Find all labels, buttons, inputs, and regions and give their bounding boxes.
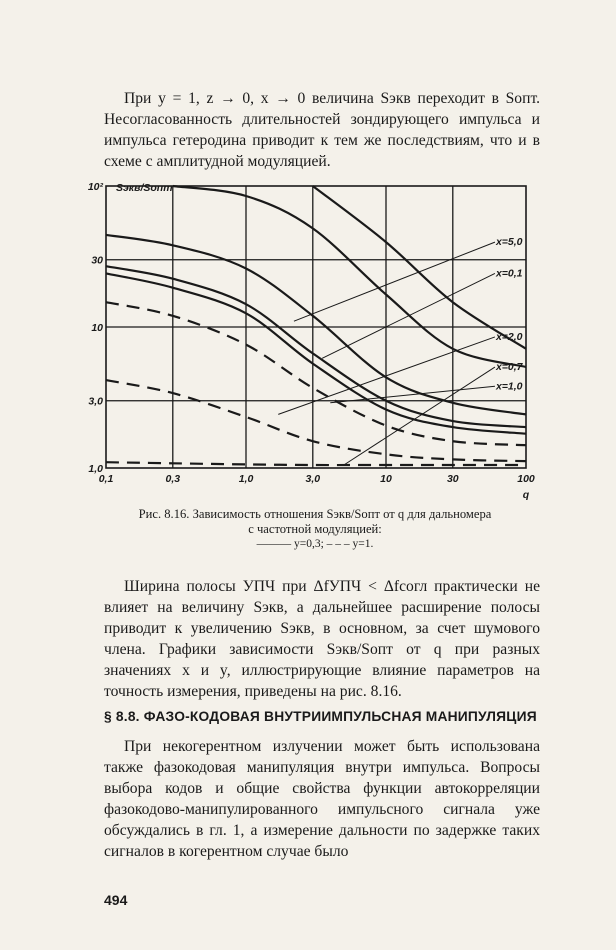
label-leader xyxy=(344,367,495,465)
section-heading: § 8.8. ФАЗО-КОДОВАЯ ВНУТРИИМПУЛЬСНАЯ МАНИПУЛЯЦИЯ xyxy=(104,709,537,724)
x-tick-label: 30 xyxy=(446,473,459,485)
curve-label: x=5,0 xyxy=(495,236,523,249)
chart-curves xyxy=(106,186,526,465)
caption-line-1: Рис. 8.16. Зависимость отношения Sэкв/Sопт от q для дальномера xyxy=(138,507,492,521)
x-tick-label: 10 xyxy=(380,473,392,485)
y-axis-label: Sэкв/Sопт xyxy=(116,182,173,194)
curve-label: x=0,7 xyxy=(495,361,523,374)
middle-paragraph: Ширина полосы УПЧ при ΔfУПЧ < Δfсогл практически не влияет на величину Sэкв, а дальнейшее расширение полосы приводит к увеличению Sэкв, в основном, за счет шумового члена. Графики зависимости Sэкв/Sопт от q при разных значениях x и y, иллюстрирующие влияние параметров на точность измерения, приведены на рис. 8.16. xyxy=(104,578,540,700)
x-tick-label: 0,3 xyxy=(165,473,181,485)
caption-line-2: с частотной модуляцией: xyxy=(248,522,382,536)
chart-labels xyxy=(88,181,535,501)
curve-label: x=1,0 xyxy=(495,380,523,393)
label-leader xyxy=(322,273,495,358)
chart-grid xyxy=(106,186,526,468)
x-tick-label: 0,1 xyxy=(98,473,114,485)
y-tick-label: 3,0 xyxy=(88,395,103,408)
caption-legend: ——— y=0,3; – – – y=1. xyxy=(256,538,374,550)
y-tick-label: 1,0 xyxy=(88,463,103,475)
x-tick-label: 3,0 xyxy=(305,473,321,485)
bottom-paragraph: При некогерентном излучении может быть использована также фазокодовая манипуляция внутри импульса. Вопросы выбора кодов и общие свойства функции автокорреляции фазокодово-манипулированного импульсного сигнала уже обсуждались в гл. 1, а измерение дальности по задержке таких сигналов в когерентном случае было xyxy=(104,738,540,860)
y-tick-label: 10 xyxy=(91,322,103,334)
y-tick-label: 10² xyxy=(87,181,103,193)
y-tick-label: 30 xyxy=(91,254,103,267)
top-paragraph: При y = 1, z → 0, x → 0 величина Sэкв переходит в Sопт. Несогласованность длительностей зондирующего импульса и импульса гетеродина приводит к тем же последствиям, что и в схеме с амплитудной модуляцией. xyxy=(104,90,540,170)
curve-8 xyxy=(106,462,526,465)
x-tick-label: 1,0 xyxy=(238,473,254,485)
label-leader xyxy=(294,242,495,321)
curve-label: x=0,1 xyxy=(495,267,523,280)
figure-caption xyxy=(90,507,540,552)
curve-label: x=2,0 xyxy=(495,330,523,343)
figure-8-16-chart xyxy=(84,176,544,506)
curve-7 xyxy=(106,380,526,461)
page-number: 494 xyxy=(104,892,128,908)
x-axis-label: q xyxy=(522,489,530,501)
curve-4 xyxy=(106,266,526,427)
x-tick-label: 100 xyxy=(517,473,535,485)
